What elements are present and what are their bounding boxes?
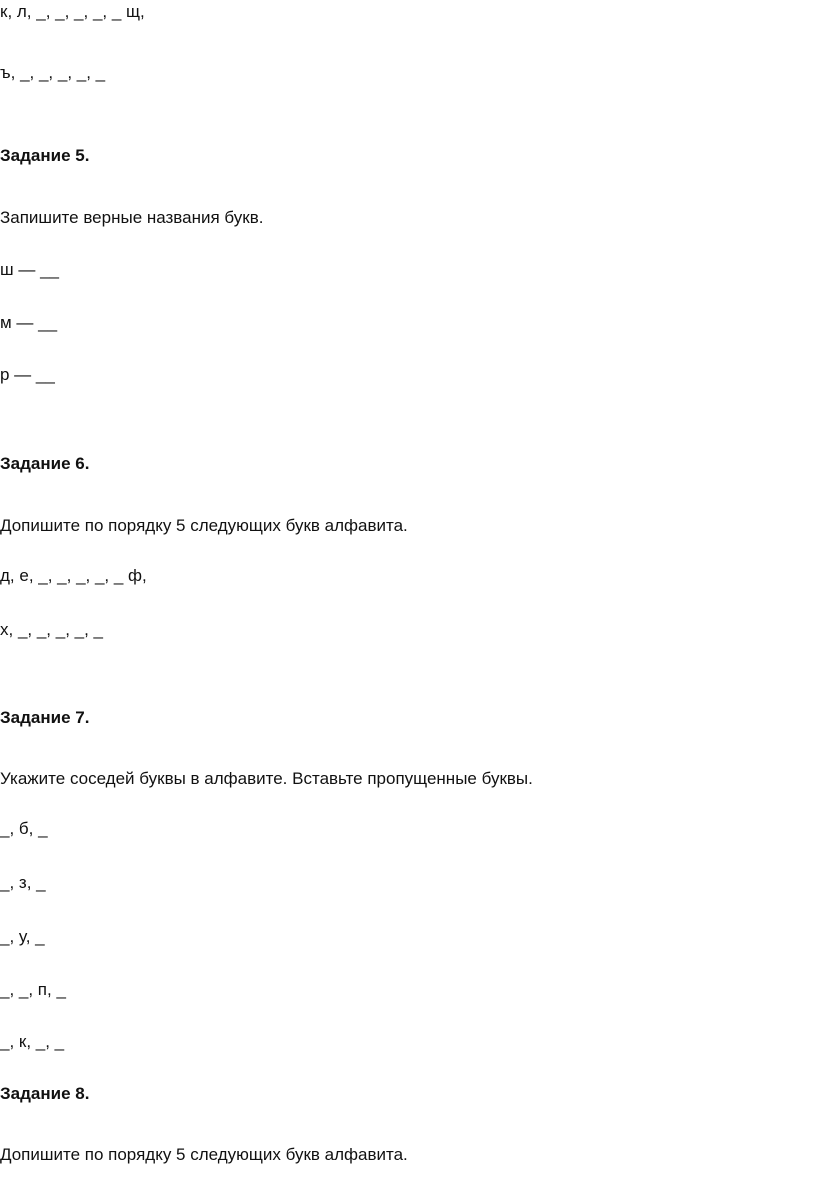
task-7-heading: Задание 7.: [0, 708, 90, 727]
task-5-instruction: Запишите верные названия букв.: [0, 208, 264, 227]
task-7-item: _, _, п, _: [0, 980, 66, 999]
task-7-item: _, к, _, _: [0, 1032, 65, 1051]
task-7-item: _, з, _: [0, 873, 46, 892]
task-6-item: д, е, _, _, _, _, _ ф,: [0, 566, 147, 585]
letter-sequence-line: ъ, _, _, _, _, _: [0, 63, 106, 82]
task-7-item: _, у, _: [0, 927, 45, 946]
task-5-heading: Задание 5.: [0, 146, 90, 165]
task-8-instruction: Допишите по порядку 5 следующих букв алфавита.: [0, 1145, 408, 1164]
letter-sequence-line: к, л, _, _, _, _, _ щ,: [0, 2, 145, 21]
task-6-heading: Задание 6.: [0, 454, 90, 473]
task-5-item: р — __: [0, 365, 55, 384]
task-8-heading: Задание 8.: [0, 1084, 90, 1103]
task-5-item: м — __: [0, 313, 58, 332]
task-6-item: х, _, _, _, _, _: [0, 620, 104, 639]
task-6-instruction: Допишите по порядку 5 следующих букв алфавита.: [0, 516, 408, 535]
task-7-item: _, б, _: [0, 819, 48, 838]
task-7-instruction: Укажите соседей буквы в алфавите. Вставьте пропущенные буквы.: [0, 769, 533, 788]
task-5-item: ш — __: [0, 260, 59, 279]
